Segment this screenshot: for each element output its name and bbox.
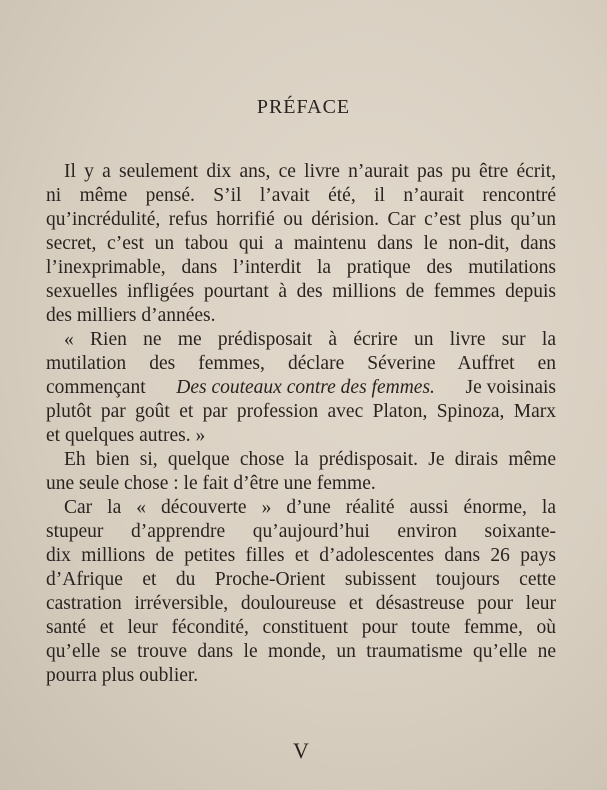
text-line: castration irréversible, douloureuse et désastreuse pour leur xyxy=(46,593,556,614)
text-line: pourra plus oublier. xyxy=(46,665,199,686)
book-title: Des couteaux contre des femmes. xyxy=(176,377,435,398)
text-line: « Rien ne me prédisposait à écrire un livre sur la xyxy=(64,329,556,350)
text-fragment: Je voisinais xyxy=(465,377,556,398)
text-line: d’Afrique et du Proche-Orient subissent toujours cette xyxy=(46,569,556,590)
text-line: secret, c’est un tabou qui a maintenu dans le non-dit, dans xyxy=(46,233,556,254)
text-line: stupeur d’apprendre qu’aujourd’hui environ soixante- xyxy=(46,521,556,542)
text-line: plutôt par goût et par profession avec Platon, Spinoza, Marx xyxy=(46,401,556,422)
text-fragment: commençant xyxy=(46,377,146,398)
text-line: ni même pensé. S’il l’avait été, il n’aurait rencontré xyxy=(46,185,556,206)
text-line xyxy=(46,376,556,400)
page-number: V xyxy=(293,738,309,763)
text-line: et quelques autres. » xyxy=(46,425,206,446)
text-line: sexuelles infligées pourtant à des millions de femmes depuis xyxy=(46,281,556,302)
text-line: dix millions de petites filles et d’adolescentes dans 26 pays xyxy=(46,545,556,566)
text-line: Il y a seulement dix ans, ce livre n’aurait pas pu être écrit, xyxy=(64,161,556,182)
text-line: qu’incrédulité, refus horrifié ou dérision. Car c’est plus qu’un xyxy=(46,209,556,230)
text-line: Eh bien si, quelque chose la prédisposait. Je dirais même xyxy=(64,449,556,470)
page-title: PRÉFACE xyxy=(256,96,351,118)
text-line: des milliers d’années. xyxy=(46,305,216,326)
text-line: Car la « découverte » d’une réalité aussi énorme, la xyxy=(64,497,556,518)
text-line: mutilation des femmes, déclare Séverine Auffret en xyxy=(46,353,556,374)
text-line: l’inexprimable, dans l’interdit la pratique des mutilations xyxy=(46,257,556,278)
text-line: qu’elle se trouve dans le monde, un traumatisme qu’elle ne xyxy=(46,641,556,662)
text-line: santé et leur fécondité, constituent pour toute femme, où xyxy=(46,617,556,638)
text-line: une seule chose : le fait d’être une femme. xyxy=(46,473,376,494)
